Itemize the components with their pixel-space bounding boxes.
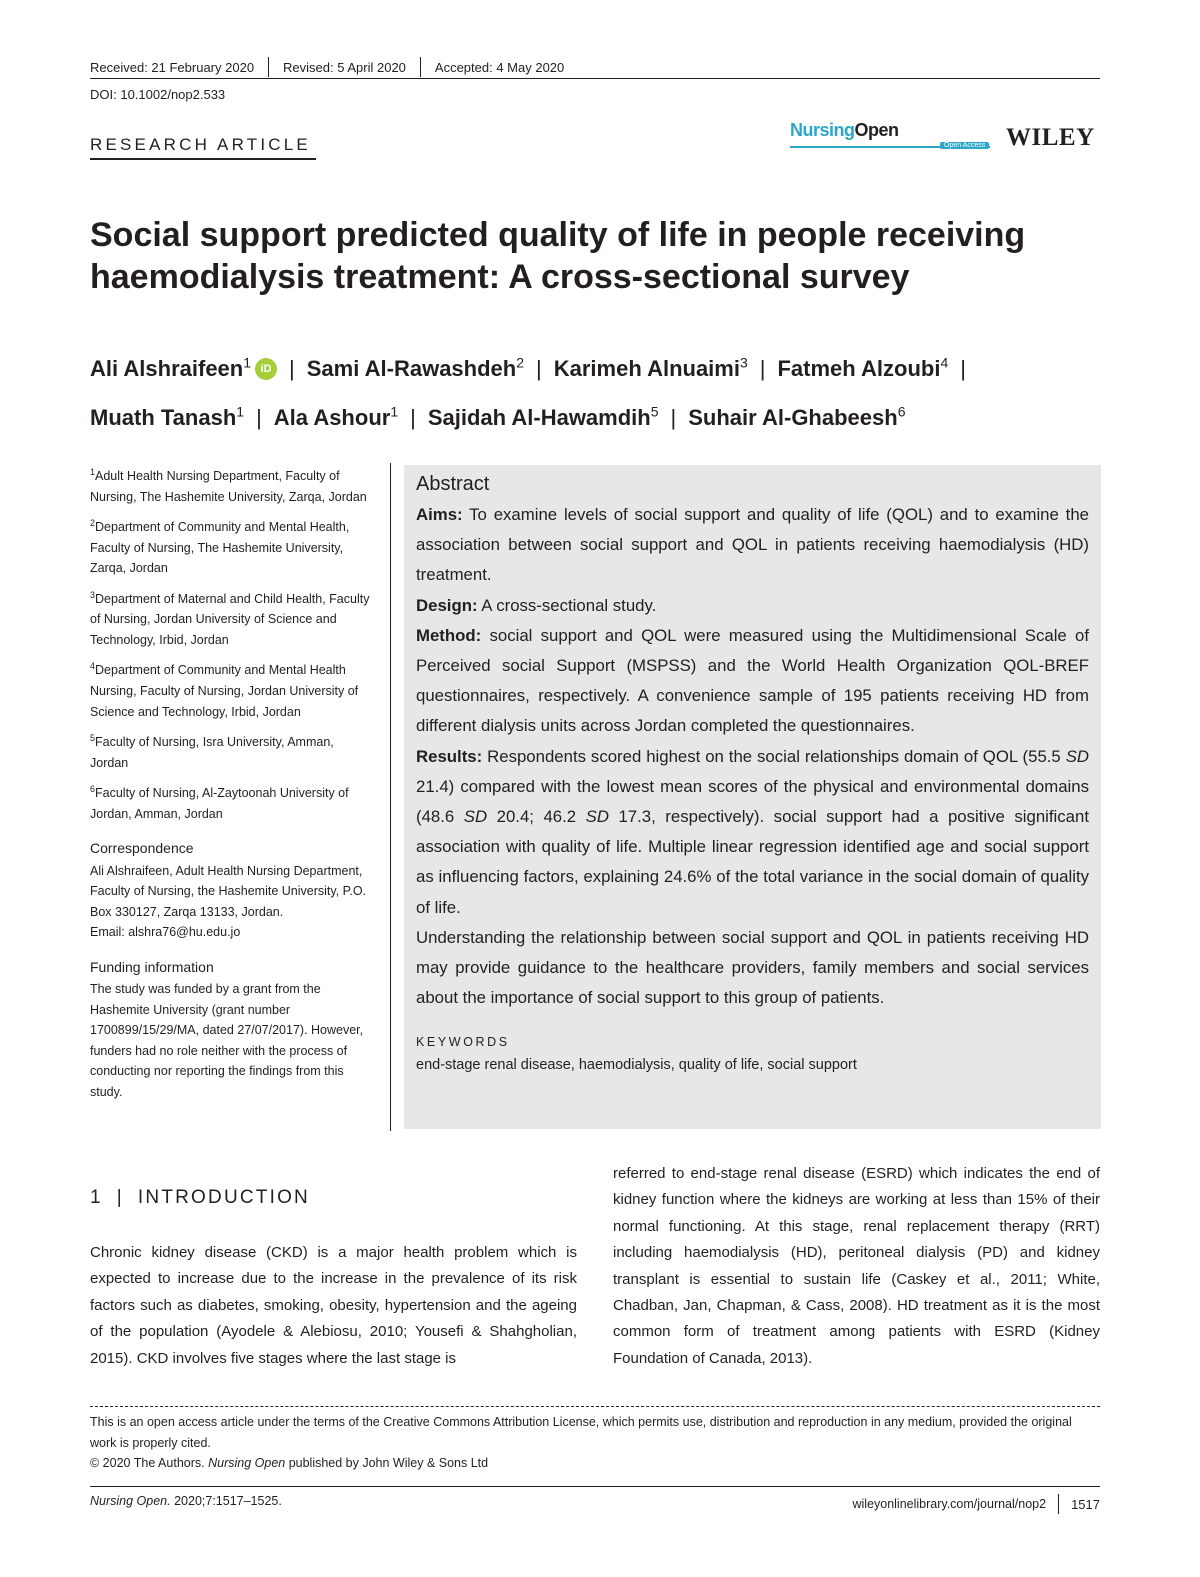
author-separator: | [256, 404, 262, 430]
author[interactable]: Sajidah Al-Hawamdih$^5$ [427, 403, 659, 430]
author-separator: | [960, 356, 966, 382]
divider [420, 57, 421, 77]
author-separator: | [410, 404, 416, 430]
keywords: end-stage renal disease, haemodialysis, quality of life, social support [416, 1057, 857, 1074]
abstract-results: Results: Respondents scored highest on the social relationships domain of QOL (55.5 SD 21.4) compared with the lowest mean scores of the physical and environmental domains (48.6 SD 20.4; 46.2 SD 17.3, respectively). social support had a positive significant association with quality of life. Multiple linear regression identified age and social support as influencing factors, explaining 24.6% of the total variance in the social domain of quality of life. [416, 746, 1089, 917]
author[interactable]: Muath Tanash$^1$ [90, 403, 245, 430]
page-number: 1517 [1071, 1496, 1100, 1512]
affiliation: $^6$Faculty of Nursing, Al-Zaytoonah University of Jordan, Amman, Jordan [90, 784, 349, 821]
footer-right [852, 1494, 1100, 1514]
author-separator: | [759, 356, 766, 382]
author[interactable]: Karimeh Alnuaimi$^3$ [553, 355, 748, 382]
author[interactable]: Ali Alshraifeen$^1$ iD [90, 356, 277, 381]
author[interactable]: Fatmeh Alzoubi$^4$ [777, 355, 949, 382]
journal-url[interactable]: wileyonlinelibrary.com/journal/nop2 [852, 1497, 1047, 1511]
abstract-box [404, 465, 1101, 1129]
correspondence-heading: Correspondence [90, 840, 194, 857]
affiliation: $^2$Department of Community and Mental Health, Faculty of Nursing, The Hashemite University, Zarqa, Jordan [90, 518, 350, 576]
journal-logo[interactable] [790, 120, 995, 156]
keywords-heading: KEYWORDS [416, 1035, 510, 1050]
received-date: Received: 21 February 2020 [90, 59, 255, 75]
accepted-date: Accepted: 4 May 2020 [434, 59, 565, 75]
article-type-underline [90, 158, 316, 160]
affiliation: $^3$Department of Maternal and Child Health, Faculty of Nursing, Jordan University of Science and Technology, Irbid, Jordan [90, 589, 370, 647]
abstract-conclusion: Understanding the relationship between social support and QOL in patients receiving HD may provide guidance to the healthcare providers, family members and social services about the importance of social support to this group of patients. [416, 927, 1089, 1008]
author-separator: | [289, 356, 295, 382]
divider [1058, 1494, 1059, 1514]
author-separator: | [536, 356, 542, 382]
author-list [90, 342, 1100, 439]
correspondence-text: Ali Alshraifeen, Adult Health Nursing Department, Faculty of Nursing, the Hashemite University, P.O. Box 330127, Zarqa 13133, Jordan. [90, 863, 367, 919]
abstract-design: Design: A cross-sectional study. [416, 595, 657, 615]
copyright: © 2020 The Authors. Nursing Open published by John Wiley & Sons Ltd [90, 1456, 489, 1470]
author[interactable]: Ala Ashour$^1$ [273, 403, 399, 430]
correspondence-email[interactable]: Email: alshra76@hu.edu.jo [90, 925, 241, 940]
journal-logo-part2: Open [854, 120, 899, 140]
license-divider [90, 1406, 1100, 1407]
author[interactable]: Suhair Al-Ghabeesh$^6$ [688, 403, 906, 430]
divider [268, 57, 269, 77]
license-block [90, 1412, 1100, 1474]
header-rule [90, 78, 1100, 79]
article-dates [90, 57, 564, 77]
author[interactable]: Sami Al-Rawashdeh$^2$ [306, 355, 525, 382]
affiliation: $^4$Department of Community and Mental Health Nursing, Faculty of Nursing, Jordan University of Science and Technology, Irbid, Jordan [90, 661, 359, 719]
orcid-icon[interactable]: iD [255, 358, 277, 380]
sidebar-divider [390, 463, 391, 1131]
citation: Nursing Open. 2020;7:1517–1525. [90, 1494, 282, 1508]
footer-rule [90, 1486, 1100, 1487]
license-text: This is an open access article under the terms of the Creative Commons Attribution License, which permits use, distribution and reproduction in any medium, provided the original work is properly cited. [90, 1415, 1072, 1450]
affiliation: $^5$Faculty of Nursing, Isra University, Amman, Jordan [90, 733, 334, 770]
author-separator: | [670, 404, 677, 430]
open-access-badge: Open Access [940, 142, 989, 149]
revised-date: Revised: 5 April 2020 [283, 59, 406, 75]
doi[interactable]: DOI: 10.1002/nop2.533 [90, 87, 226, 102]
article-type: RESEARCH ARTICLE [90, 135, 311, 154]
funding-heading: Funding information [90, 958, 214, 975]
abstract-heading: Abstract [416, 473, 490, 495]
section-heading: 1 | INTRODUCTION [90, 1187, 310, 1208]
funding-text: The study was funded by a grant from the Hashemite University (grant number 1700899/15/29/MA, dated 27/07/2017). However, funders had no role neither with the process of conducting nor reporting the findings from this study. [90, 982, 364, 1099]
article-title: Social support predicted quality of life in people receiving haemodialysis treatment: A cross-sectional survey [90, 216, 1026, 296]
abstract-aims: Aims: To examine levels of social support and quality of life (QOL) and to examine the association between social support and QOL in patients receiving haemodialysis (HD) treatment. [416, 505, 1089, 585]
publisher-logo[interactable]: WILEY [1006, 124, 1095, 151]
sidebar [90, 462, 375, 1102]
intro-paragraph-left: Chronic kidney disease (CKD) is a major health problem which is expected to increase due to the increase in the prevalence of its risk factors such as diabetes, smoking, obesity, hypertension and the ageing of the population (Ayodele & Alebiosu, 2010; Yousefi & Shahgholian, 2015). CKD involves five stages where the last stage is [90, 1244, 577, 1367]
intro-paragraph-right: referred to end-stage renal disease (ESRD) which indicates the end of kidney function where the kidneys are working at less than 15% of their normal functioning. At this stage, renal replacement therapy (RRT) including haemodialysis (HD), peritoneal dialysis (PD) and kidney transplant is essential to sustain life (Caskey et al., 2011; White, Chadban, Jan, Chapman, & Cass, 2008). HD treatment as it is the most common form of treatment among patients with ESRD (Kidney Foundation of Canada, 2013). [613, 1165, 1100, 1367]
abstract-method: Method: social support and QOL were measured using the Multidimensional Scale of Perceived social Support (MSPSS) and the World Health Organization QOL-BREF questionnaires, respectively. A convenience sample of 195 patients receiving HD from different dialysis units across Jordan completed the questionnaires. [416, 625, 1089, 736]
journal-logo-part1: Nursing [790, 120, 855, 140]
affiliation: $^1$Adult Health Nursing Department, Faculty of Nursing, The Hashemite University, Zarqa, Jordan [90, 467, 367, 504]
